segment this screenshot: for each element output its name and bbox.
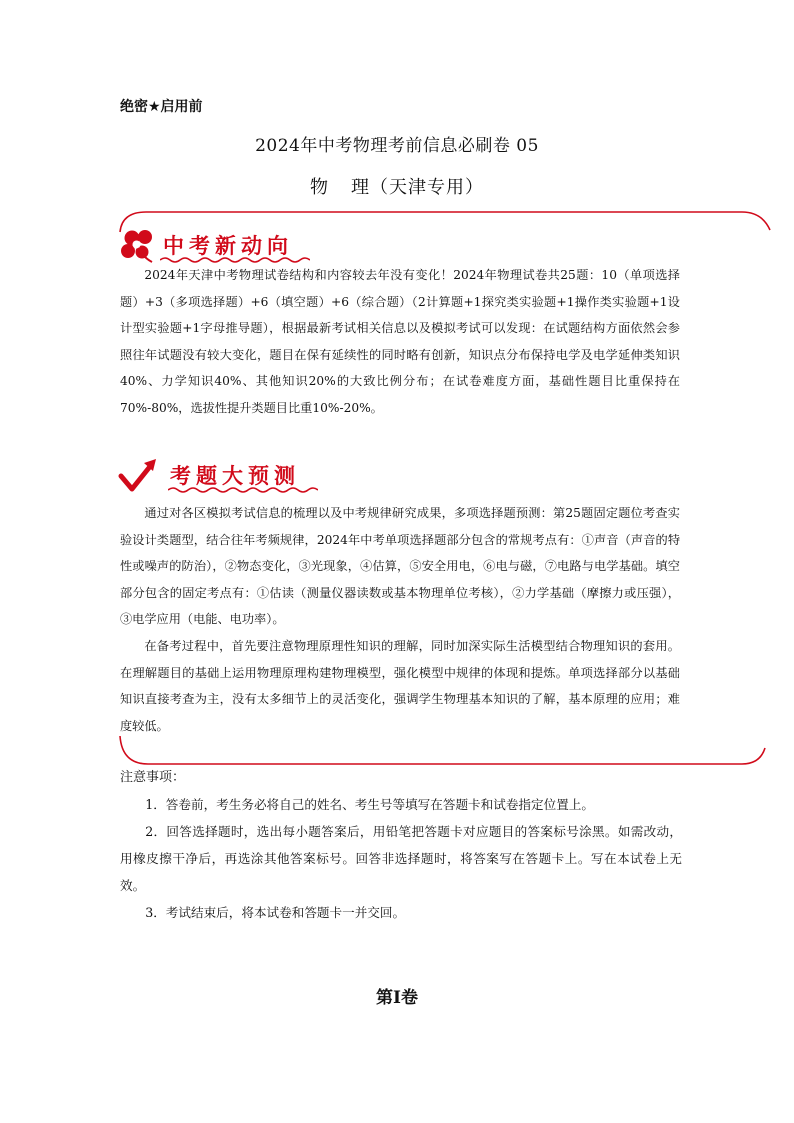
- note-item: 2．回答选择题时，选出每小题答案后，用铅笔把答题卡对应题目的答案标号涂黑。如需改动，用橡皮擦干净后，再选涂其他答案标号。回答非选择题时，将答案写在答题卡上。写在本试卷上无效。: [120, 824, 682, 893]
- note-item: 1．答卷前，考生务必将自己的姓名、考生号等填写在答题卡和试卷指定位置上。: [145, 797, 594, 812]
- prediction-section-header: [118, 456, 378, 496]
- subject-region: 理（天津专用）: [351, 177, 484, 198]
- notes-title: 注意事项：: [120, 770, 186, 785]
- volume-label: 第Ⅰ卷: [376, 988, 418, 1008]
- prediction-paragraph-1: 通过对各区模拟考试信息的梳理以及中考规律研究成果，多项选择题预测：第25题固定题位考查实验设计类题型，结合往年考频规律，2024年中考单项选择题部分包含的常规考点有：①声音（声音的特性或噪声的防治），②物态变化，③光现象，④估算，⑤安全用电，⑥电与磁，⑦电路与电学基础。填空部分包含的固定考点有：①估读（测量仪器读数或基本物理单位考核），②力学基础（摩擦力或压强），③电学应用（电能、电功率）。: [120, 506, 680, 627]
- red-clover-icon: [118, 226, 160, 266]
- prediction-paragraph-2: 在备考过程中，首先要注意物理原理性知识的理解，同时加深实际生活模型结合物理知识的套用。在理解题目的基础上运用物理原理构建物理模型，强化模型中规律的体现和提炼。单项选择部分以基础知识直接考查为主，没有太多细节上的灵活变化，强调学生物理基本知识的了解，基本原理的应用；难度较低。: [120, 638, 680, 733]
- note-item: 3．考试结束后，将本试卷和答题卡一并交回。: [145, 905, 406, 920]
- subject-char: 物: [310, 177, 329, 198]
- prediction-section-title: 考题大预测: [170, 464, 300, 488]
- wavy-underline: [168, 486, 318, 494]
- confidential-mark: 绝密★启用前: [120, 99, 203, 115]
- trend-section-title: 中考新动向: [163, 234, 293, 258]
- exam-title: 2024年中考物理考前信息必刷卷 05: [255, 136, 539, 156]
- exam-subtitle: [0, 173, 794, 199]
- trend-paragraph: 2024年天津中考物理试卷结构和内容较去年没有变化！2024年物理试卷共25题：10（单项选择题）+3（多项选择题）+6（填空题）+6（综合题）（2计算题+1探究类实验题+1操作类实验题+1设计型实验题+1字母推导题），根据最新考试相关信息以及模拟考试可以发现：在试题结构方面依然会参照往年试题没有较大变化，题目在保有延续性的同时略有创新，知识点分布保持电学及电学延伸类知识40%、力学知识40%、其他知识20%的大致比例分布；在试卷难度方面，基础性题目比重保持在70%-80%，选拔性提升类题目比重10%-20%。: [120, 268, 680, 415]
- trend-section-header: [118, 226, 378, 266]
- red-check-arrow-icon: [118, 456, 164, 496]
